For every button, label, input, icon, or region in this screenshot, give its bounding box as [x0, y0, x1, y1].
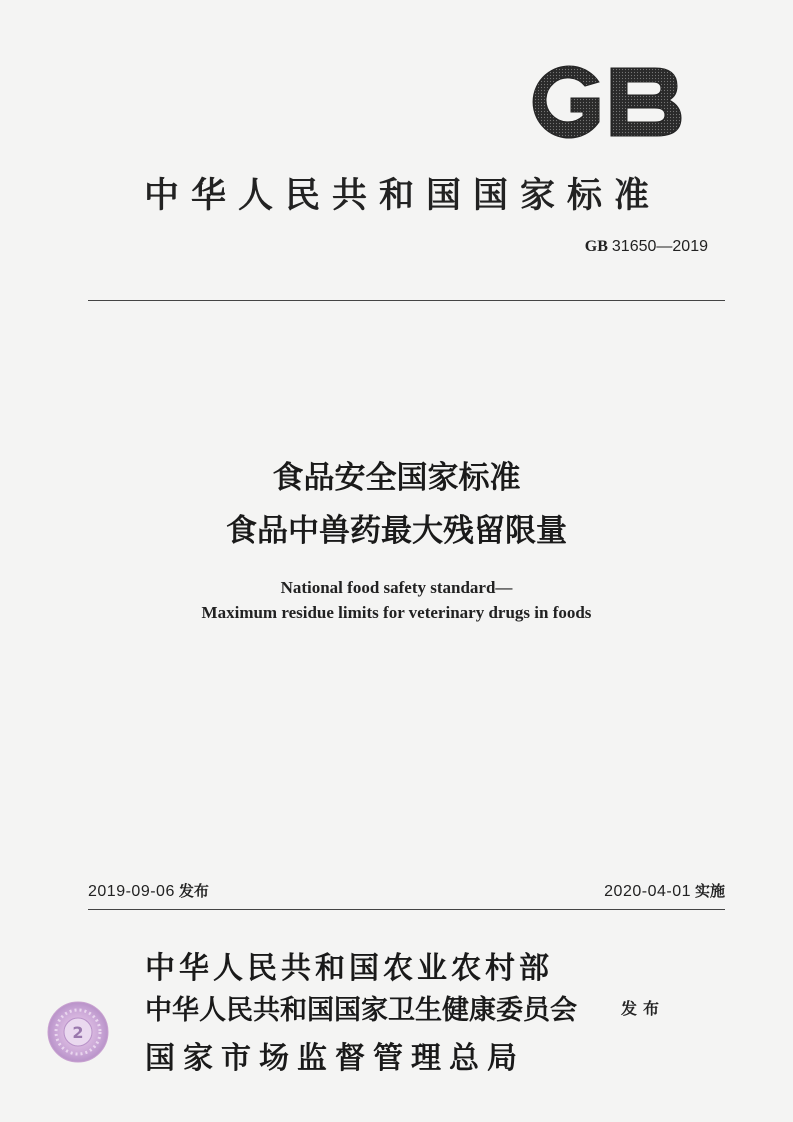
- svg-text:2: 2: [72, 1023, 84, 1042]
- issuer-health-commission: 中华人民共和国国家卫生健康委员会: [145, 995, 577, 1026]
- standard-code-number: 31650—2019: [611, 238, 708, 255]
- issuer-agriculture: 中华人民共和国农业农村部: [145, 951, 553, 986]
- issue-date-value: 2019-09-06: [88, 883, 175, 900]
- issuer-market-regulation: 国家市场监督管理总局: [145, 1041, 525, 1076]
- bottom-divider: [88, 909, 725, 910]
- issue-date-label: 发布: [178, 882, 209, 900]
- effective-date-value: 2020-04-01: [604, 883, 691, 900]
- top-divider: [88, 300, 725, 301]
- gb-logo-icon: [525, 62, 685, 142]
- title-en-line1: National food safety standard—: [280, 578, 513, 597]
- effective-date-label: 实施: [694, 882, 725, 900]
- standard-type-heading: 中华人民共和国国家标准: [143, 175, 661, 216]
- standard-code: [585, 238, 708, 256]
- hologram-seal-icon: [46, 1000, 110, 1064]
- publish-label: 发布: [621, 999, 666, 1018]
- title-cn-line1: 食品安全国家标准: [272, 460, 521, 496]
- issue-date: [88, 880, 209, 901]
- effective-date: [604, 880, 725, 901]
- standard-code-prefix: GB: [584, 238, 608, 255]
- title-en-line2: Maximum residue limits for veterinary drugs in foods: [201, 603, 592, 622]
- title-cn-line2: 食品中兽药最大残留限量: [226, 513, 567, 549]
